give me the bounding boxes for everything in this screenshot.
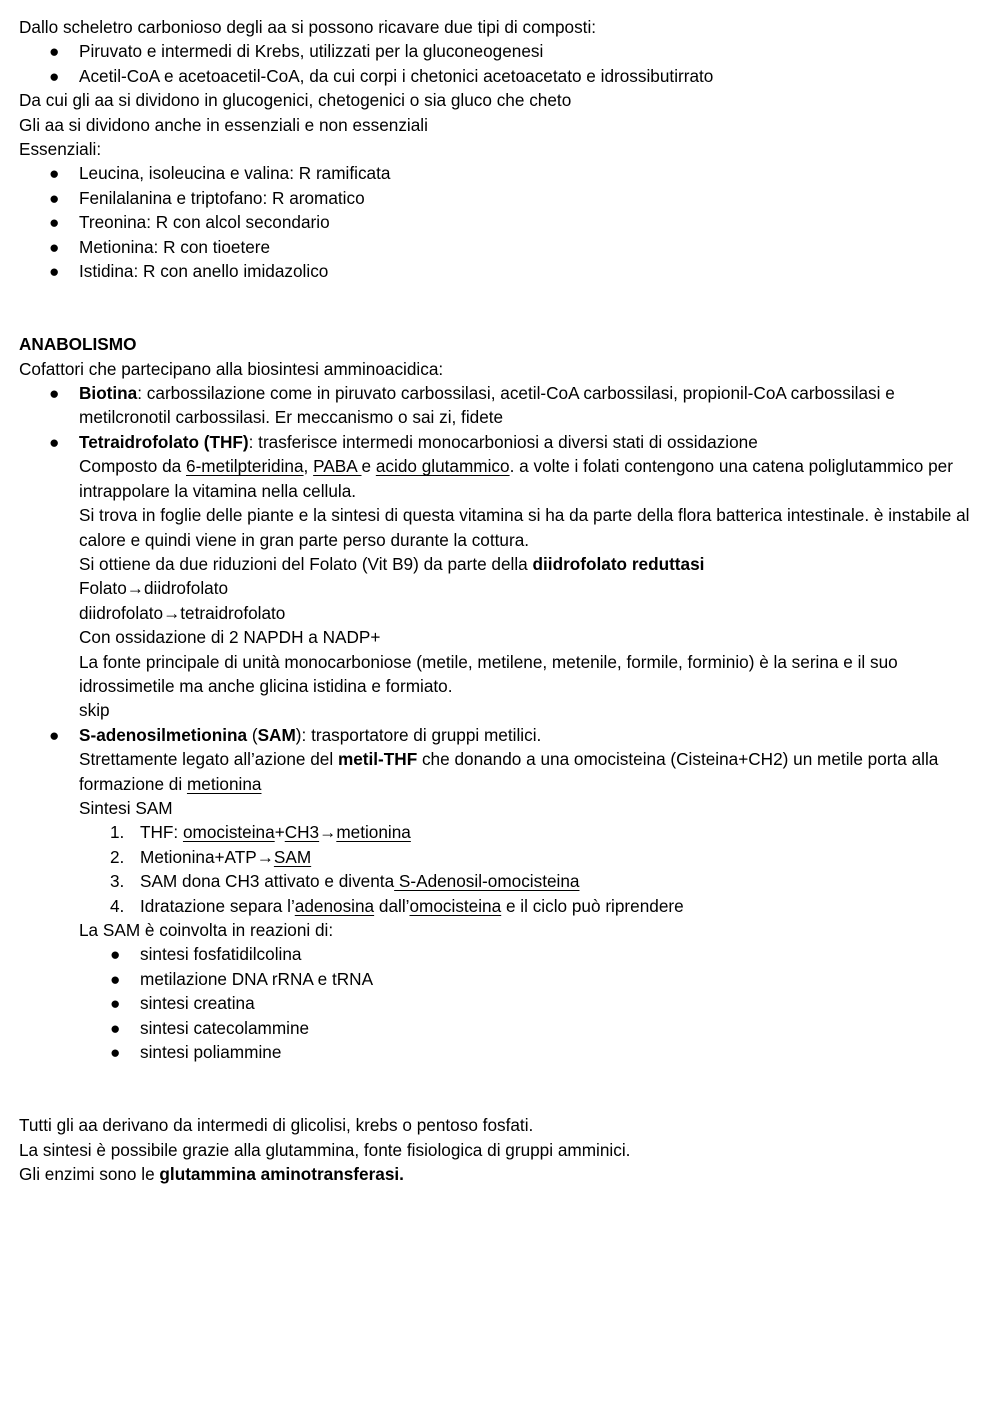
- sam-steps-list: [79, 820, 979, 918]
- cofactor-biotina: ● Biotina: carbossilazione come in piruvato carbossilasi, acetil-CoA carbossilasi, propionil-CoA carbossilasi e metilcronotil carbossilasi. Er meccanismo o sai zi, fidete: [49, 383, 895, 428]
- list-item: ● Fenilalanina e triptofano: R aromatico: [19, 186, 979, 210]
- bullet-icon: ●: [110, 1042, 121, 1063]
- bullet-icon: ●: [49, 724, 60, 745]
- bullet-icon: ●: [49, 261, 60, 282]
- sam-reactions-title: La SAM è coinvolta in reazioni di:: [79, 920, 334, 941]
- list-item: ● Istidina: R con anello imidazolico: [19, 259, 979, 283]
- bullet-icon: ●: [49, 41, 60, 62]
- bullet-icon: ●: [49, 163, 60, 184]
- monocarbon-source-line: La fonte principale di unità monocarboniose (metile, metilene, metenile, formile, forminio) è la serina e il suo idrossimetile ma anche glicina istidina e formiato.: [79, 651, 898, 696]
- cofactor-list: [19, 381, 979, 1064]
- bullet-icon: ●: [49, 187, 60, 208]
- cofactors-intro: Cofattori che partecipano alla biosintesi amminoacidica:: [19, 358, 444, 379]
- bullet-icon: ●: [49, 236, 60, 257]
- reaction-line: Con ossidazione di 2 NAPDH a NADP+: [79, 627, 381, 648]
- bullet-icon: ●: [110, 944, 121, 965]
- bullet-icon: ●: [110, 993, 121, 1014]
- list-item: 1. THF: omocisteina+CH3→metionina: [110, 822, 411, 843]
- section-heading: ANABOLISMO: [19, 334, 137, 355]
- cofactor-thf: ● Tetraidrofolato (THF): trasferisce intermedi monocarboniosi a diversi stati di ossidazione Composto da 6-metilpteridina, PABA e acido glutammico. a volte i folati contengono una catena poliglutammico per intrappolare la vitamina nella cellula. Si trova in foglie delle piante e la sintesi di questa vitamina si ha da parte della flora batterica intestinale. è instabile al calore e quindi viene in gran parte perso durante la cottura. Si ottiene da due riduzioni del Folato (Vit B9) da parte della diidrofolato reduttasi Folato→diidrofolato diidrofolato→tetraidrofolato Con ossidazione di 2 NAPDH a NADP+ La fonte principale di unità monocarboniose (metile, metilene, metenile, formile, forminio) è la serina e il suo idrossimetile ma anche glicina istidina e formiato. skip: [19, 430, 979, 723]
- compound-list: [19, 39, 979, 88]
- list-item: 2. Metionina+ATP→SAM: [110, 846, 312, 867]
- list-item: ● sintesi poliammine: [19, 1040, 979, 1064]
- sam-reactions-list: [79, 942, 979, 1064]
- list-item: 3. SAM dona CH3 attivato e diventa S-Adenosil-omocisteina: [110, 871, 580, 892]
- thf-composition: Composto da 6-metilpteridina, PABA e acido glutammico. a volte i folati contengono una catena poliglutammico per intrappolare la vitamina nella cellula.: [79, 456, 953, 501]
- essential-line: Gli aa si dividono anche in essenziali e non essenziali: [19, 114, 428, 135]
- list-item: ● Leucina, isoleucina e valina: R ramificata: [19, 161, 979, 185]
- bullet-icon: ●: [110, 968, 121, 989]
- list-item: ● Metionina: R con tioetere: [19, 235, 979, 259]
- closing-line: Gli enzimi sono le glutammina aminotransferasi.: [19, 1164, 404, 1185]
- essential-list: [19, 161, 979, 283]
- intro-line: Dallo scheletro carbonioso degli aa si possono ricavare due tipi di composti:: [19, 17, 597, 37]
- list-item: ● sintesi creatina: [19, 991, 979, 1015]
- list-item: ● sintesi catecolammine: [19, 1016, 979, 1040]
- bullet-icon: ●: [110, 1017, 121, 1038]
- list-item: ● Treonina: R con alcol secondario: [19, 210, 979, 234]
- list-item: 4. Idratazione separa l’adenosina dall’omocisteina e il ciclo può riprendere: [110, 895, 684, 916]
- cofactor-sam: ● S-adenosilmetionina (SAM): trasportatore di gruppi metilici. Strettamente legato all’azione del metil-THF che donando a una omocisteina (Cisteina+CH2) un metile porta alla formazione di metionina Sintesi SAM 1. THF: omocisteina+CH3→metionina 2. Metionina+ATP→SAM 3. SAM dona CH3 attivato e diventa S-Adenosil-omocisteina 4. Idratazione separa l’adenosina dall’omocisteina e il ciclo può riprendere La SAM è coinvolta in reazioni di: ● sintesi fosfatidilcolina ● metilazione DNA rRNA e tRNA ● sintesi creatina ● sintesi catecolammine ● sintesi poliammine: [19, 723, 979, 1065]
- bullet-icon: ●: [49, 212, 60, 233]
- sam-link-line: Strettamente legato all’azione del metil-THF che donando a una omocisteina (Cisteina+CH2) un metile porta alla formazione di metionina: [79, 749, 939, 794]
- closing-line: La sintesi è possibile grazie alla glutammina, fonte fisiologica di gruppi amminici.: [19, 1139, 631, 1160]
- thf-obtain-line: Si ottiene da due riduzioni del Folato (Vit B9) da parte della diidrofolato reduttasi: [79, 553, 705, 574]
- reaction-line: diidrofolato→tetraidrofolato: [79, 602, 286, 623]
- classification-line: Da cui gli aa si dividono in glucogenici, chetogenici o sia gluco che cheto: [19, 90, 572, 111]
- bullet-icon: ●: [49, 431, 60, 452]
- closing-line: Tutti gli aa derivano da intermedi di glicolisi, krebs o pentoso fosfati.: [19, 1115, 534, 1136]
- essential-label: Essenziali:: [19, 139, 102, 160]
- bullet-icon: ●: [49, 383, 60, 404]
- bullet-icon: ●: [49, 65, 60, 86]
- list-item: ● metilazione DNA rRNA e tRNA: [19, 967, 979, 991]
- skip-note: skip: [79, 700, 110, 721]
- thf-source-line: Si trova in foglie delle piante e la sintesi di questa vitamina si ha da parte della flora batterica intestinale. è instabile al calore e quindi viene in gran parte perso durante la cottura.: [79, 505, 970, 550]
- reaction-line: Folato→diidrofolato: [79, 578, 229, 599]
- list-item: ● Piruvato e intermedi di Krebs, utilizzati per la gluconeogenesi: [19, 39, 979, 63]
- list-item: ● sintesi fosfatidilcolina: [19, 942, 979, 966]
- list-item: ● Acetil-CoA e acetoacetil-CoA, da cui corpi i chetonici acetoacetato e idrossibutirrato: [19, 64, 979, 88]
- sam-synthesis-title: Sintesi SAM: [79, 797, 173, 818]
